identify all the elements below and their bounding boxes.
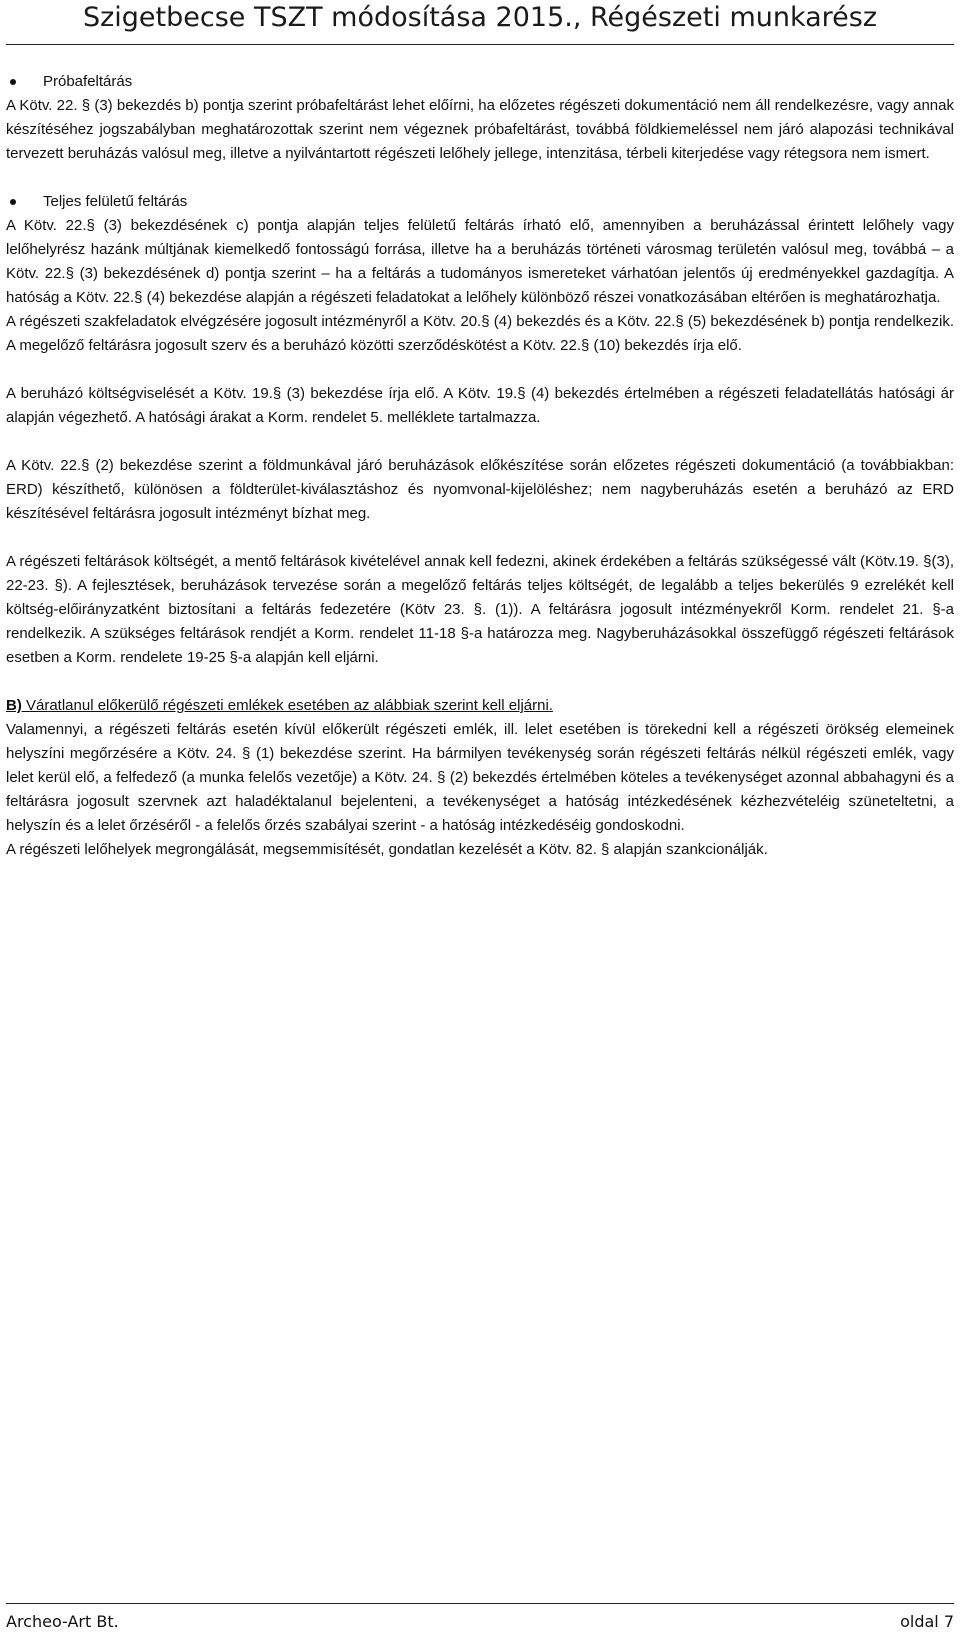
heading-label: B) [6, 697, 22, 714]
heading-text [6, 697, 553, 714]
footer-divider [6, 1603, 954, 1604]
bullet-label: Próbafeltárás [43, 73, 133, 90]
bullet-dot-icon [10, 199, 16, 205]
paragraph: A régészeti szakfeladatok elvégzésére jogosult intézményről a Kötv. 20.§ (4) bekezdés és a Kötv. 22.§ (5) bekezdésének b) pontja rendelkezik. A megelőző feltárásra jogosult szerv és a beruházó közötti szerződéskötést a Kötv. 22.§ (10) bekezdés írja elő. [6, 313, 954, 354]
section-heading-b [6, 694, 954, 718]
paragraph: A régészeti feltárások költségét, a mentő feltárások kivételével annak kell fedezni, akinek érdekében a feltárás szükségessé vált (Kötv.19. §(3), 22-23. §). A fejlesztések, beruházások tervezése során a megelőző feltárás teljes költségét, de legalább a teljes bekerülés 9 ezrelékét kell költség-előirányzatként biztosítani a feltárás fedezetére (Kötv 23. §. (1)). A feltárásra jogosult intézményekről Korm. rendelet 21. §-a rendelkezik. A szükséges feltárások rendjét a Korm. rendelet 11-18 §-a határozza meg. Nagyberuházásokkal összefüggő régészeti feltárások esetben a Korm. rendelete 19-25 §-a alapján kell eljárni. [6, 553, 954, 666]
paragraph: A régészeti lelőhelyek megrongálását, megsemmisítését, gondatlan kezelését a Kötv. 82. § alapján szankcionálják. [6, 841, 768, 858]
page-number: oldal 7 [900, 1612, 954, 1631]
heading-body: Váratlanul előkerülő régészeti emlékek esetében az alábbiak szerint kell eljárni. [21, 697, 553, 714]
paragraph: A Kötv. 22.§ (3) bekezdésének c) pontja alapján teljes felületű feltárás írható elő, amennyiben a beruházással érintett lelőhely vagy lelőhelyrész hazánk múltjának kiemelkedő fontosságú forrása, illetve ha a beruházás történeti városmag területén valósul meg, továbbá – a Kötv. 22.§ (3) bekezdésének d) pontja szerint – ha a feltárás a tudományos ismereteket várhatóan jelentős új eredményekkel gazdagítja. A hatóság a Kötv. 22.§ (4) bekezdése alapján a régészeti feladatokat a lelőhely különböző részei vonatkozásában eltérően is meghatározhatja. [6, 217, 954, 306]
paragraph: Valamennyi, a régészeti feltárás esetén kívül előkerült régészeti emlék, ill. lelet esetében is törekedni kell a régészeti örökség elemeinek helyszíni megőrzésére a Kötv. 24. § (1) bekezdése szerint. Ha bármilyen tevékenység során régészeti feltárás nélkül régészeti emlék, vagy lelet kerül elő, a felfedező (a munka felelős vezetője) a Kötv. 24. § (2) bekezdés értelmében köteles a tevékenységet azonnal abbahagyni és a feltárásra jogosult szervnek azt haladéktalanul bejelenteni, a tevékenységet a hatóság intézkedésének kézhezvételéig szüneteltetni, a helyszín és a lelet őrzéséről - a felelős őrzés szabályai szerint - a hatóság intézkedéséig gondoskodni. [6, 721, 954, 834]
paragraph: A beruházó költségviselését a Kötv. 19.§ (3) bekezdése írja elő. A Kötv. 19.§ (4) bekezdés értelmében a régészeti feladatellátás hatósági ár alapján végezhető. A hatósági árakat a Korm. rendelet 5. melléklete tartalmazza. [6, 385, 954, 426]
document-body [6, 70, 954, 862]
header-divider [6, 44, 954, 45]
bullet-item-probafeltaras [6, 70, 954, 94]
bullet-dot-icon [10, 79, 16, 85]
bullet-item-teljes-feltaras [6, 190, 954, 214]
bullet-label: Teljes felületű feltárás [43, 193, 188, 210]
footer-company: Archeo-Art Bt. [6, 1612, 119, 1631]
paragraph: A Kötv. 22.§ (2) bekezdése szerint a földmunkával járó beruházások előkészítése során előzetes régészeti dokumentáció (a továbbiakban: ERD) készíthető, különösen a földterület-kiválasztáshoz és nyomvonal-kijelöléshez; nem nagyberuházás esetén a beruházó az ERD készítésével feltárásra jogosult intézményt bízhat meg. [6, 457, 954, 522]
paragraph: A Kötv. 22. § (3) bekezdés b) pontja szerint próbafeltárást lehet előírni, ha előzetes régészeti dokumentáció nem áll rendelkezésre, vagy annak készítéséhez jogszabályban meghatározottak szerint nem végeznek próbafeltárást, továbbá földkiemeléssel nem járó alapozási technikával tervezett beruházás valósul meg, illetve a nyilvántartott régészeti lelőhely jellege, intenzitása, térbeli kiterjedése vagy rétegsora nem ismert. [6, 97, 954, 162]
page-header-title: Szigetbecse TSZT módosítása 2015., Régészeti munkarész [82, 2, 878, 33]
